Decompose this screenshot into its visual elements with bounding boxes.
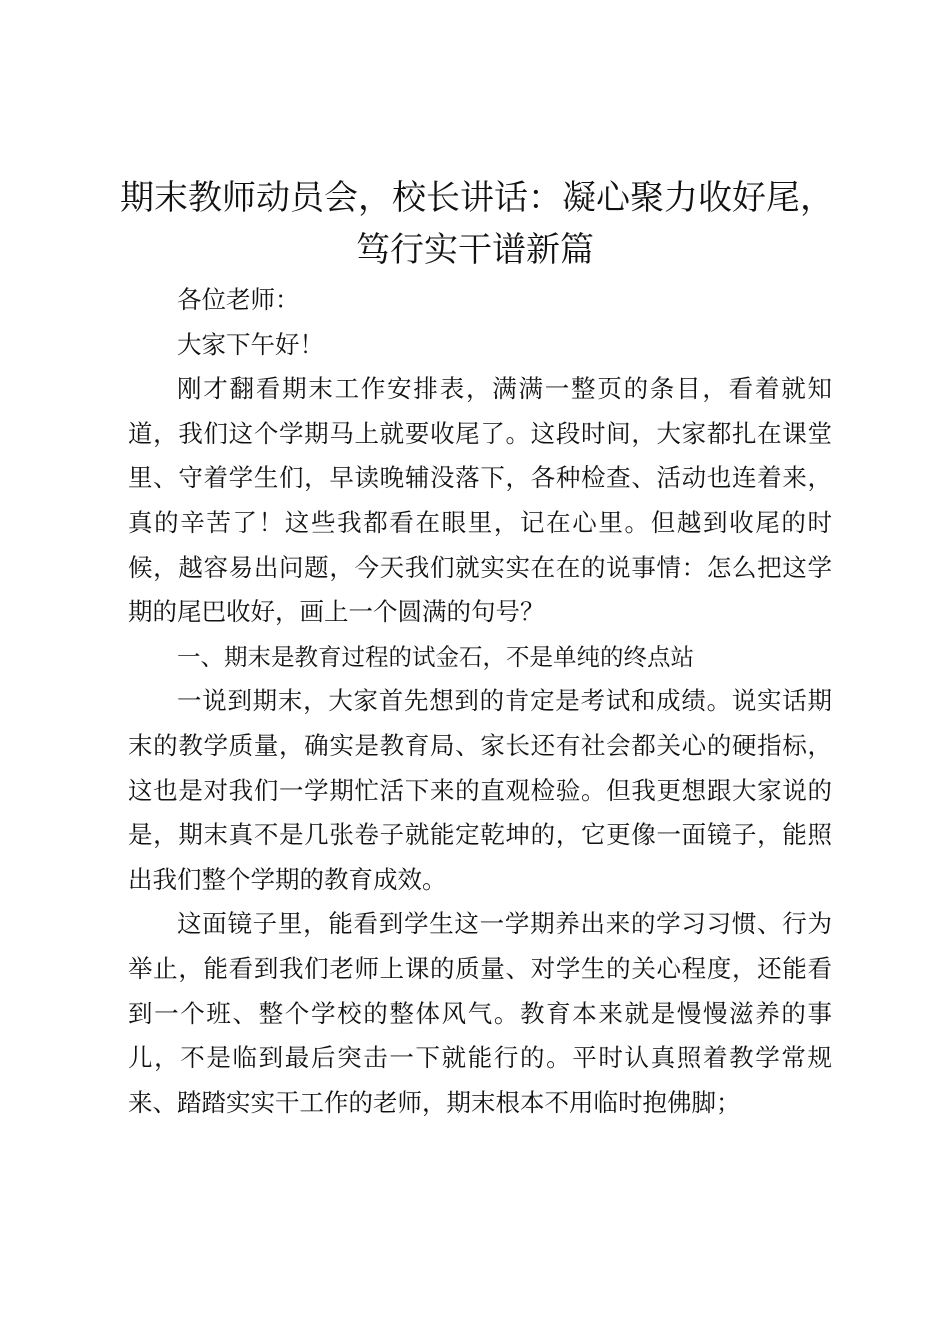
salutation: 各位老师： <box>177 285 300 314</box>
paragraph-intro: 刚才翻看期末工作安排表，满满一整页的条目，看着就知道，我们这个学期马上就要收尾了。这段时间，大家都扎在课堂里、守着学生们，早读晚辅没落下，各种检查、活动也连着来，真的辛苦了！这些我都看在眼里，记在心里。但越到收尾的时候，越容易出问题，今天我们就实实在在的说事情：怎么把这学期的尾巴收好，画上一个圆满的句号？ <box>128 374 832 627</box>
document-body <box>128 278 832 1125</box>
paragraph-mirror: 这面镜子里，能看到学生这一学期养出来的学习习惯、行为举止，能看到我们老师上课的质量、对学生的关心程度，还能看到一个班、整个学校的整体风气。教育本来就是慢慢滋养的事儿，不是临到最后突击一下就能行的。平时认真照着教学常规来、踏踏实实干工作的老师，期末根本不用临时抱佛脚； <box>128 909 832 1117</box>
title-line-1: 期末教师动员会，校长讲话：凝心聚力收好尾， <box>120 178 834 218</box>
title-line-2: 笃行实干谱新篇 <box>356 230 594 270</box>
section-heading-1: 一、期末是教育过程的试金石，不是单纯的终点站 <box>177 642 694 671</box>
paragraph-exam: 一说到期末，大家首先想到的肯定是考试和成绩。说实话期末的教学质量，确实是教育局、家长还有社会都关心的硬指标，这也是对我们一学期忙活下来的直观检验。但我更想跟大家说的是，期末真不是几张卷子就能定乾坤的，它更像一面镜子，能照出我们整个学期的教育成效。 <box>128 686 832 894</box>
greeting: 大家下午好！ <box>177 329 324 359</box>
document-title <box>120 172 834 276</box>
